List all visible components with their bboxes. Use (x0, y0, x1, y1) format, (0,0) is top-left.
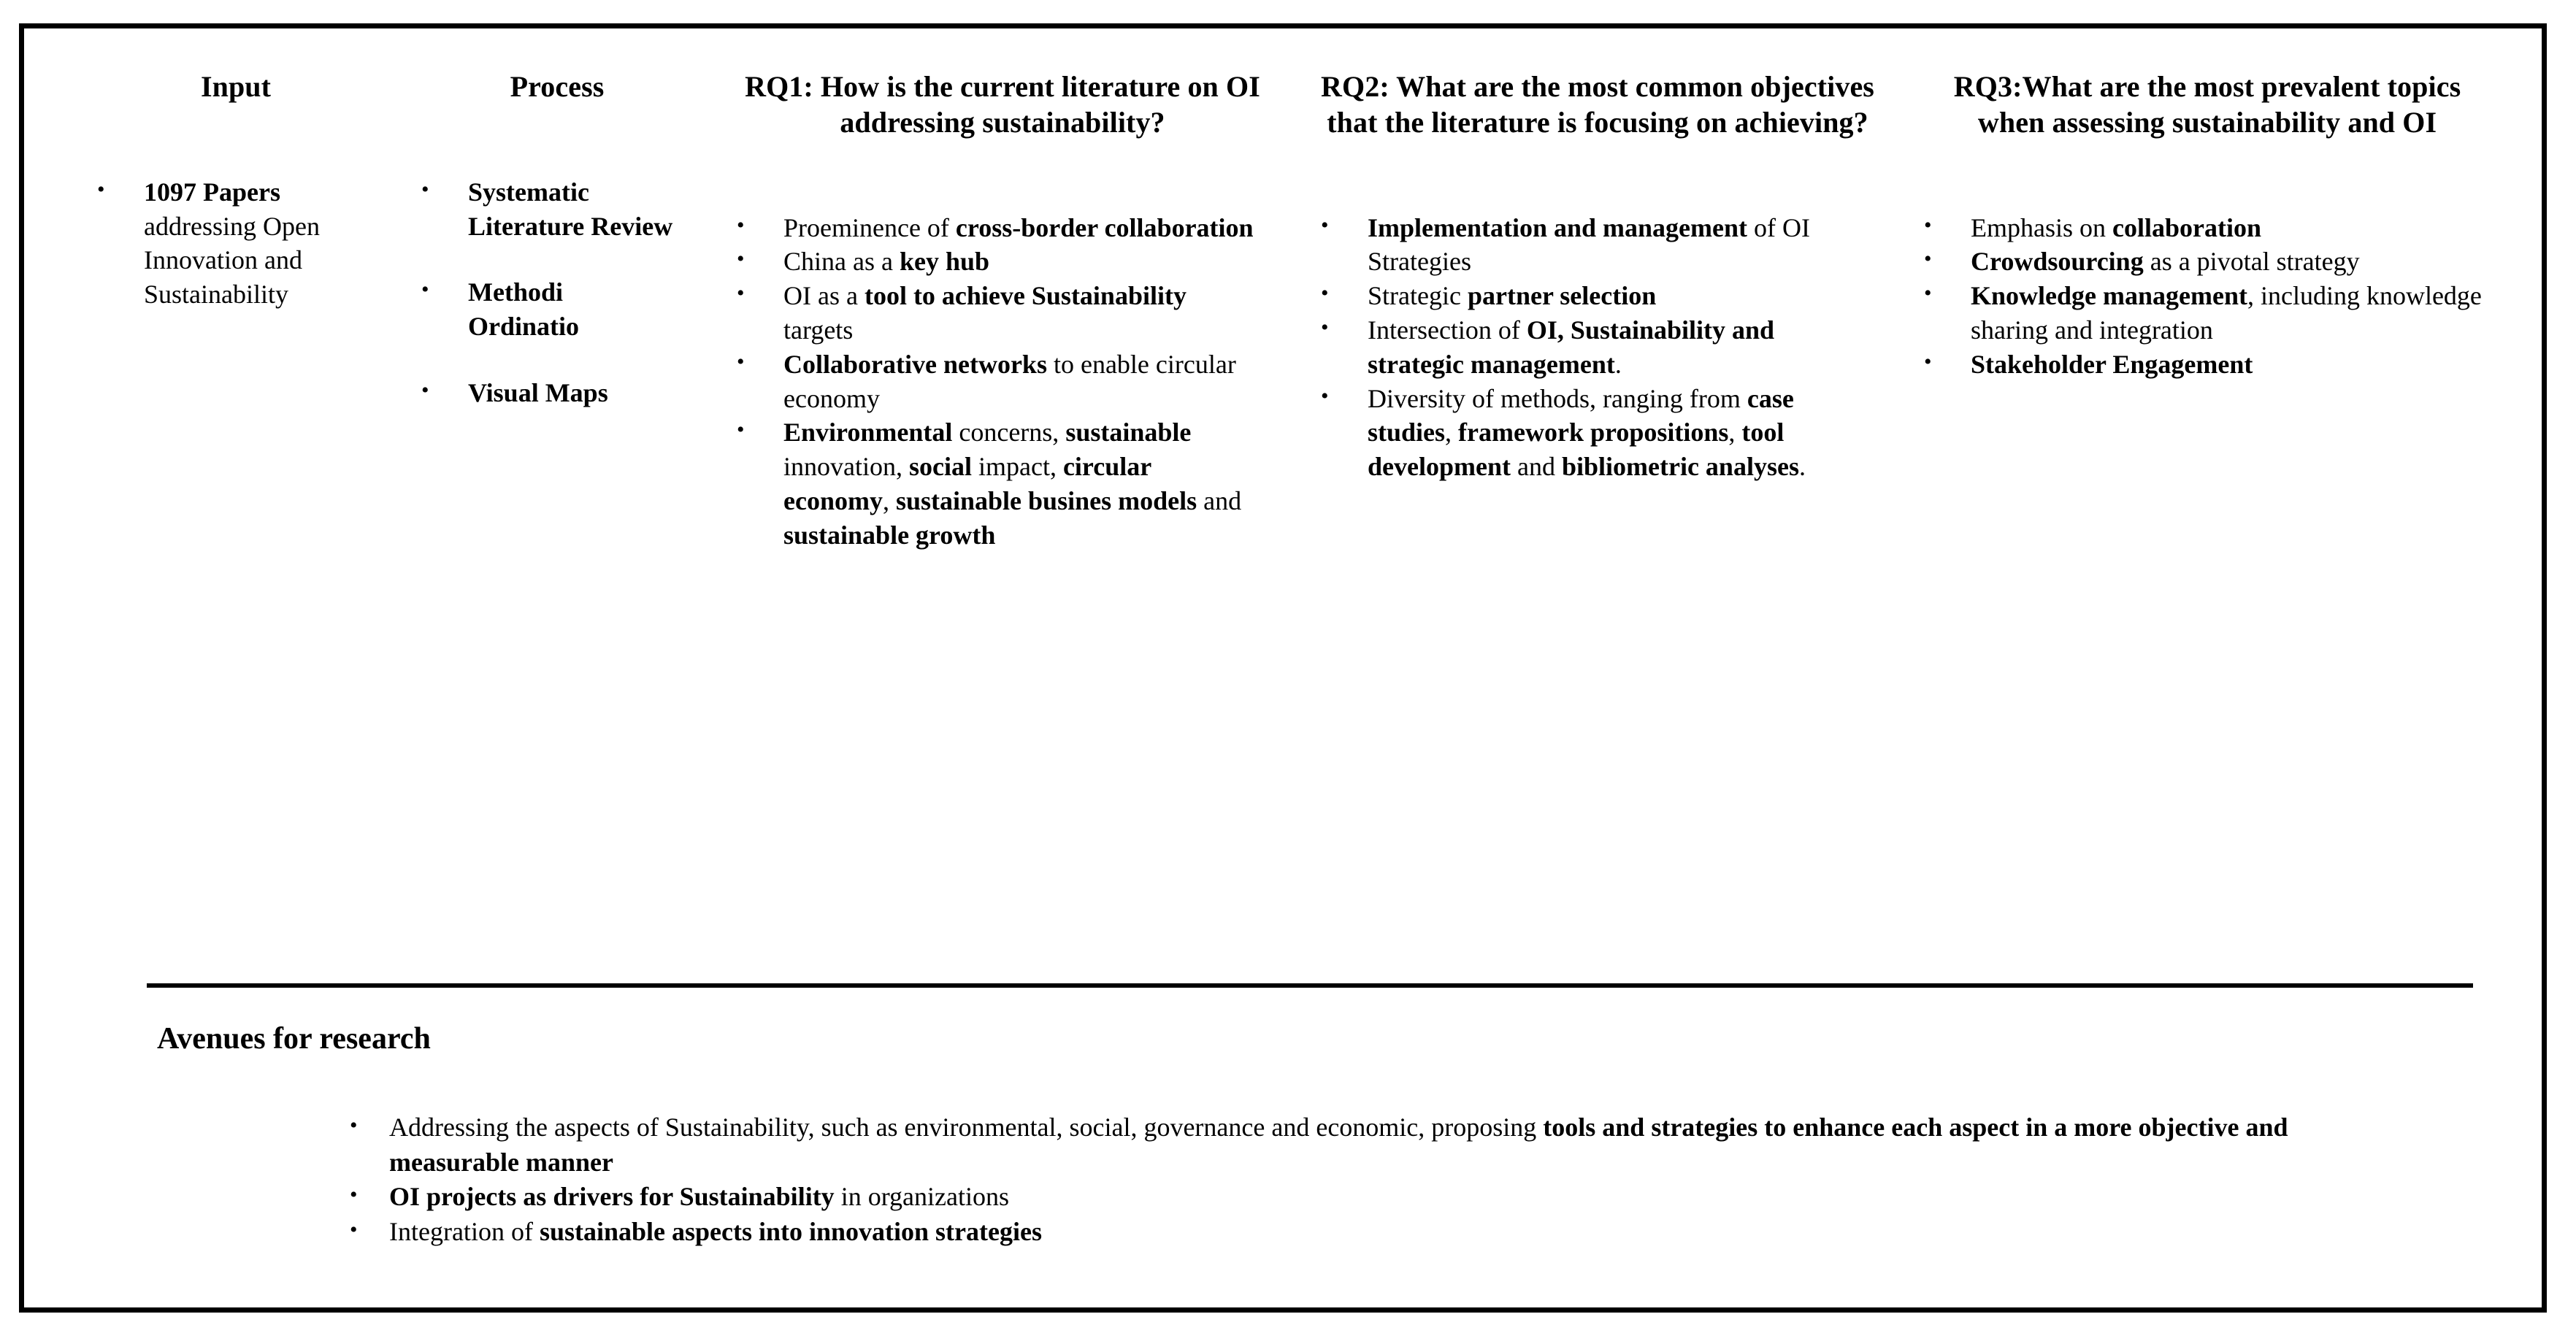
emphasis-text: partner selection (1467, 281, 1657, 311)
list-item (1914, 245, 2485, 279)
list-item (411, 376, 674, 410)
column-title-input: Input (200, 70, 272, 103)
bullet-list-rq2 (1311, 211, 1871, 484)
body-text: Intersection of (1368, 315, 1527, 345)
body-text: impact, (971, 452, 1063, 482)
body-text: , (1445, 418, 1459, 447)
body-text: innovation, (783, 452, 909, 482)
bullet-list-process (411, 175, 674, 410)
emphasis-text: key hub (899, 247, 990, 277)
emphasis-text: Knowledge management (1971, 281, 2247, 311)
section-divider (147, 983, 2473, 988)
emphasis-text: OI, Sustainability and strategic management (1368, 315, 1775, 379)
emphasis-text: sustainable (1065, 418, 1192, 447)
emphasis-text: sustainable busines models (895, 485, 1197, 515)
column-title-process: Process (510, 70, 605, 103)
body-text: . (1614, 349, 1622, 379)
emphasis-text: Visual Maps (468, 377, 608, 407)
emphasis-text: tools and strategies to enhance each aspect in a more objective and measurable manner (389, 1113, 2288, 1177)
emphasis-text: case studies (1368, 383, 1794, 447)
body-text: . (1798, 452, 1806, 482)
bullet-list-rq3 (1914, 211, 2485, 382)
emphasis-text: Collaborative networks (783, 349, 1047, 379)
list-item (344, 1215, 2315, 1250)
emphasis-text: Crowdsourcing (1971, 247, 2144, 277)
emphasis-text: tool development (1368, 418, 1785, 482)
emphasis-text: collaboration (2112, 212, 2261, 242)
emphasis-text: cross-border collaboration (955, 212, 1254, 242)
body-text: , including knowledge sharing and integration (1971, 281, 2482, 345)
body-text: to enable circular economy (783, 349, 1236, 413)
emphasis-text: Systematic Literature Review (468, 177, 673, 241)
emphasis-text: sustainable aspects into innovation strategies (539, 1216, 1042, 1246)
column-input (24, 28, 404, 312)
list-item (727, 211, 1261, 245)
columns-region (24, 28, 2542, 977)
list-item (1311, 313, 1871, 382)
column-title-rq2: RQ2: What are the most common objectives that the literature is focusing on achieving? (1321, 70, 1874, 139)
column-process (404, 28, 710, 410)
bullet-list-avenues (344, 1110, 2315, 1249)
list-item (1914, 347, 2485, 382)
emphasis-text: OI projects as drivers for Sustainability (389, 1182, 835, 1212)
list-item (344, 1110, 2315, 1180)
emphasis-text: Stakeholder Engagement (1971, 349, 2253, 379)
emphasis-text: Environmental (783, 418, 953, 447)
body-text: China as a (783, 247, 900, 277)
emphasis-text: bibliometric analyses (1561, 452, 1799, 482)
body-text: Emphasis on (1971, 212, 2112, 242)
emphasis-text: Implementation and management (1368, 212, 1747, 242)
list-item (727, 415, 1261, 552)
body-text: Strategic (1368, 281, 1468, 311)
body-text: , (1728, 418, 1742, 447)
column-title-rq1: RQ1: How is the current literature on OI addressing sustainability? (745, 70, 1260, 139)
body-text: Integration of (389, 1216, 540, 1246)
list-item (727, 279, 1261, 347)
list-item (727, 245, 1261, 279)
body-text: in organizations (834, 1182, 1009, 1212)
list-item (411, 275, 674, 344)
body-text: and (1197, 485, 1242, 515)
body-text: OI as a (783, 281, 865, 311)
emphasis-text: social (908, 452, 972, 482)
column-rq1 (710, 28, 1295, 553)
body-text: of OI Strategies (1368, 212, 1810, 277)
emphasis-text: tool to achieve Sustainability (864, 281, 1187, 311)
column-rq2 (1295, 28, 1901, 484)
list-item (87, 175, 375, 312)
figure-frame (19, 23, 2547, 1313)
list-item (344, 1180, 2315, 1215)
column-rq3 (1901, 28, 2514, 382)
emphasis-text: circular economy (783, 452, 1151, 515)
body-text: concerns, (952, 418, 1066, 447)
emphasis-text: Methodi Ordinatio (468, 277, 580, 342)
emphasis-text: 1097 Papers (144, 177, 280, 207)
list-item (1311, 279, 1871, 313)
body-text: and (1510, 452, 1562, 482)
body-text: Proeminence of (783, 212, 956, 242)
list-item (1914, 211, 2485, 245)
bullet-list-rq1 (727, 211, 1261, 553)
body-text: Diversity of methods, ranging from (1368, 383, 1747, 413)
list-item (727, 347, 1261, 416)
list-item (411, 175, 674, 244)
bullet-list-input (87, 175, 375, 312)
body-text: Addressing the aspects of Sustainability, such as environmental, social, governance and economic, proposing (389, 1113, 1544, 1142)
body-text: , (882, 485, 896, 515)
list-item (1311, 382, 1871, 484)
column-title-rq3: RQ3:What are the most prevalent topics when assessing sustainability and OI (1953, 70, 2461, 139)
list-item (1311, 211, 1871, 280)
body-text: as a pivotal strategy (2143, 247, 2360, 277)
body-text: targets (783, 315, 854, 345)
body-text: addressing Open Innovation and Sustainability (144, 211, 320, 310)
avenues-heading: Avenues for research (157, 1022, 431, 1056)
list-item (1914, 279, 2485, 347)
emphasis-text: sustainable growth (783, 520, 996, 550)
emphasis-text: framework propositions (1458, 418, 1729, 447)
